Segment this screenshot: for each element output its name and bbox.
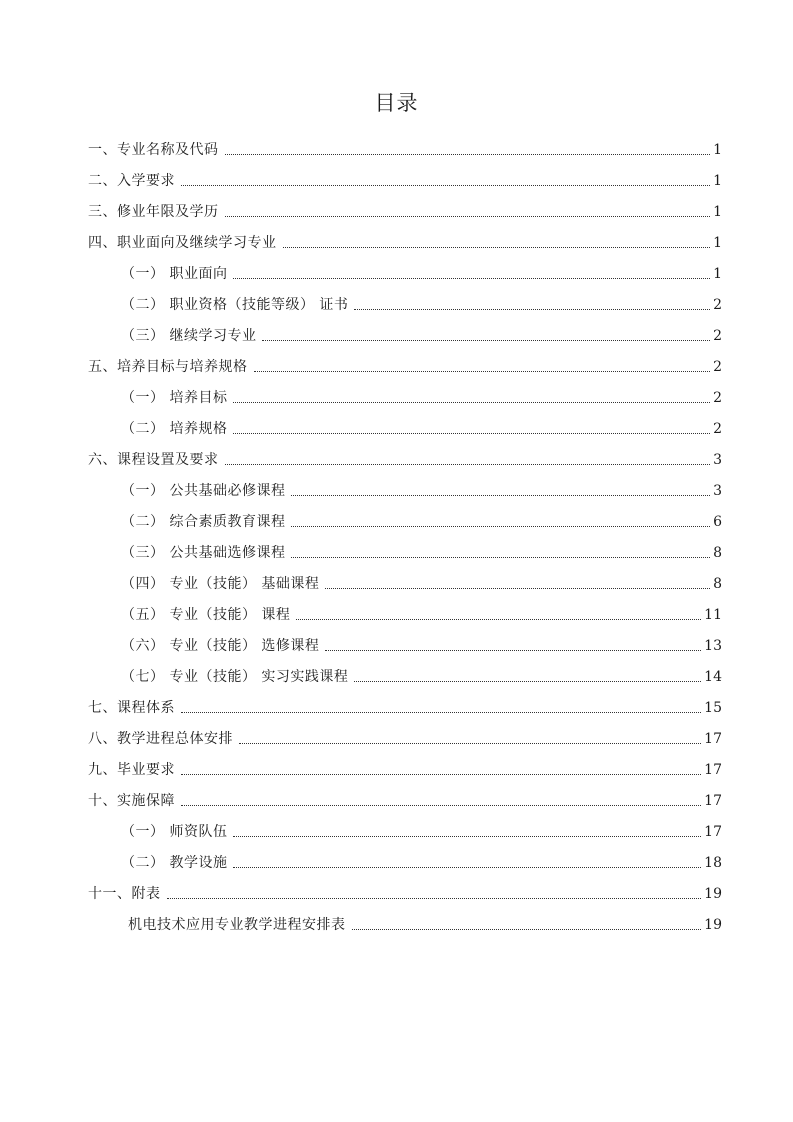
toc-entry[interactable] [88, 717, 722, 748]
toc-entry[interactable] [88, 221, 722, 252]
toc-entry-page: 2 [713, 390, 722, 406]
toc-entry-label: （一） 师资队伍 [121, 824, 228, 840]
toc-entry-label: （二） 培养规格 [121, 421, 228, 437]
toc-entry[interactable] [88, 748, 722, 779]
toc-entry-label: （二） 综合素质教育课程 [121, 514, 286, 530]
dot-leader [283, 247, 711, 248]
toc-entry-page: 2 [713, 328, 722, 344]
toc-entry-page: 1 [713, 235, 722, 251]
toc-entry-label: （二） 职业资格（技能等级） 证书 [121, 297, 349, 313]
toc-entry[interactable] [88, 841, 722, 872]
toc-entry[interactable] [88, 624, 722, 655]
dot-leader [181, 774, 701, 775]
toc-entry-label: （一） 职业面向 [121, 266, 228, 282]
dot-leader [262, 340, 710, 341]
toc-entry-label: （四） 专业（技能） 基础课程 [121, 576, 320, 592]
toc-entry[interactable] [88, 562, 722, 593]
toc-entry-page: 17 [704, 731, 722, 747]
toc-entry-label: （一） 培养目标 [121, 390, 228, 406]
toc-entry-label: 十、实施保障 [88, 793, 175, 809]
toc-entry-label: （三） 继续学习专业 [121, 328, 257, 344]
toc-entry[interactable] [88, 903, 722, 934]
toc-entry-page: 11 [704, 607, 722, 623]
toc-entry-page: 17 [704, 762, 722, 778]
page-title: 目录 [374, 91, 419, 115]
toc-entry-page: 1 [713, 266, 722, 282]
toc-entry[interactable] [88, 283, 722, 314]
toc-entry-page: 15 [704, 700, 722, 716]
dot-leader [254, 371, 711, 372]
toc-entry-label: （七） 专业（技能） 实习实践课程 [121, 669, 349, 685]
toc-entry-page: 1 [713, 142, 722, 158]
toc-entry-label: 一、专业名称及代码 [88, 142, 219, 158]
table-of-contents [88, 128, 722, 934]
toc-entry[interactable] [88, 159, 722, 190]
toc-entry-page: 19 [704, 917, 722, 933]
dot-leader [291, 526, 710, 527]
dot-leader [233, 867, 701, 868]
toc-entry-page: 1 [713, 204, 722, 220]
toc-entry[interactable] [88, 407, 722, 438]
toc-entry-label: 二、入学要求 [88, 173, 175, 189]
dot-leader [233, 433, 710, 434]
toc-entry-page: 14 [704, 669, 722, 685]
dot-leader [325, 588, 710, 589]
dot-leader [233, 278, 710, 279]
toc-entry[interactable] [88, 686, 722, 717]
dot-leader [291, 557, 710, 558]
toc-entry-label: （三） 公共基础选修课程 [121, 545, 286, 561]
toc-entry-page: 18 [704, 855, 722, 871]
toc-entry-page: 3 [713, 483, 722, 499]
dot-leader [296, 619, 701, 620]
toc-entry-label: （一） 公共基础必修课程 [121, 483, 286, 499]
dot-leader [239, 743, 701, 744]
toc-entry[interactable] [88, 314, 722, 345]
toc-entry-page: 1 [713, 173, 722, 189]
dot-leader [181, 805, 701, 806]
dot-leader [181, 185, 710, 186]
toc-entry[interactable] [88, 779, 722, 810]
toc-entry[interactable] [88, 376, 722, 407]
dot-leader [233, 836, 701, 837]
dot-leader [352, 929, 702, 930]
toc-entry[interactable] [88, 810, 722, 841]
toc-entry-page: 6 [713, 514, 722, 530]
dot-leader [181, 712, 701, 713]
toc-entry-label: （二） 教学设施 [121, 855, 228, 871]
toc-entry[interactable] [88, 655, 722, 686]
toc-entry-page: 8 [713, 545, 722, 561]
dot-leader [225, 154, 711, 155]
toc-entry-page: 2 [713, 421, 722, 437]
toc-entry-label: 九、毕业要求 [88, 762, 175, 778]
toc-entry-page: 17 [704, 793, 722, 809]
toc-entry-page: 19 [704, 886, 722, 902]
toc-entry-page: 3 [713, 452, 722, 468]
dot-leader [225, 216, 711, 217]
toc-entry-page: 8 [713, 576, 722, 592]
toc-entry-label: 七、课程体系 [88, 700, 175, 716]
toc-entry[interactable] [88, 872, 722, 903]
toc-entry[interactable] [88, 128, 722, 159]
toc-entry-page: 17 [704, 824, 722, 840]
toc-entry-label: 五、培养目标与培养规格 [88, 359, 248, 375]
dot-leader [291, 495, 710, 496]
toc-entry[interactable] [88, 345, 722, 376]
toc-entry-page: 2 [713, 359, 722, 375]
toc-entry-label: 机电技术应用专业教学进程安排表 [128, 917, 346, 933]
toc-entry[interactable] [88, 593, 722, 624]
toc-entry[interactable] [88, 438, 722, 469]
toc-entry[interactable] [88, 252, 722, 283]
dot-leader [354, 309, 710, 310]
toc-entry-label: 八、教学进程总体安排 [88, 731, 233, 747]
dot-leader [167, 898, 702, 899]
toc-entry[interactable] [88, 500, 722, 531]
toc-entry[interactable] [88, 190, 722, 221]
dot-leader [354, 681, 701, 682]
toc-entry[interactable] [88, 469, 722, 500]
dot-leader [233, 402, 710, 403]
toc-entry-label: 十一、附表 [88, 886, 161, 902]
toc-entry-page: 13 [704, 638, 722, 654]
toc-entry-page: 2 [713, 297, 722, 313]
dot-leader [225, 464, 711, 465]
toc-entry-label: 六、课程设置及要求 [88, 452, 219, 468]
toc-entry-label: （五） 专业（技能） 课程 [121, 607, 291, 623]
toc-entry-label: 三、修业年限及学历 [88, 204, 219, 220]
dot-leader [325, 650, 701, 651]
toc-entry-label: （六） 专业（技能） 选修课程 [121, 638, 320, 654]
toc-entry-label: 四、职业面向及继续学习专业 [88, 235, 277, 251]
toc-entry[interactable] [88, 531, 722, 562]
